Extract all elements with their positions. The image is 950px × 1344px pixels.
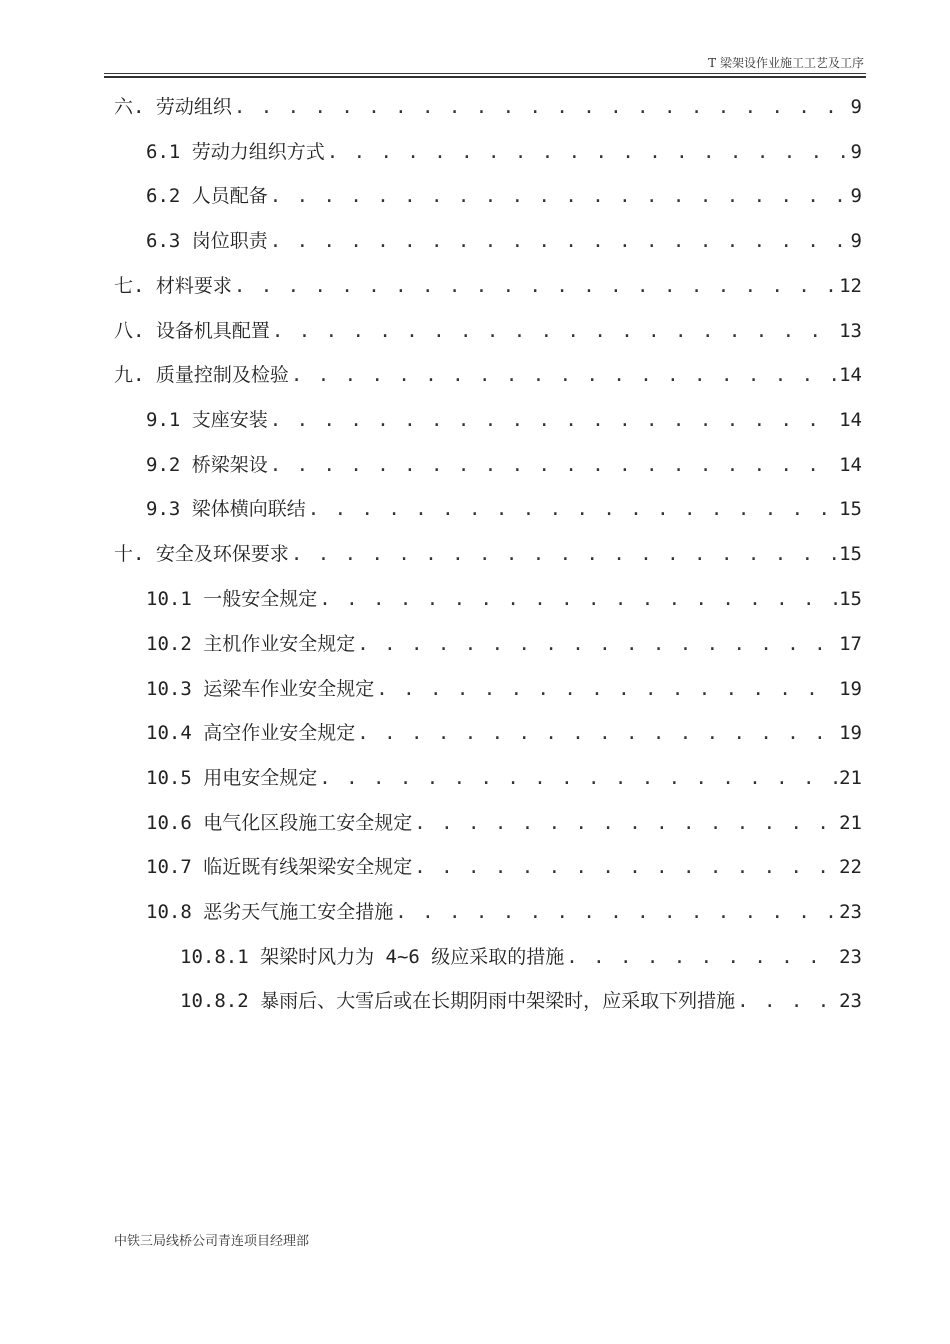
toc-entry-6-2[interactable]: [146, 181, 862, 211]
toc-entry-label: 六. 劳动组织: [114, 96, 232, 118]
toc-dot-leader: [412, 852, 837, 882]
toc-page-number: 12: [839, 275, 862, 297]
toc-page-number: 23: [839, 946, 862, 968]
toc-dot-leader: [289, 360, 837, 390]
toc-entry-9-1[interactable]: [146, 405, 862, 435]
toc-entry-label: 十. 安全及环保要求: [114, 543, 289, 565]
toc-entry-label: 10.1 一般安全规定: [146, 588, 318, 610]
toc-page-number: 17: [839, 633, 862, 655]
page-footer: 中铁三局线桥公司青连项目经理部: [114, 1234, 310, 1249]
toc-entry-10-7[interactable]: [146, 852, 862, 882]
toc-entry-10-6[interactable]: [146, 808, 862, 838]
toc-entry-10-5[interactable]: [146, 763, 862, 793]
toc-entry-label: 10.8 恶劣天气施工安全措施: [146, 901, 394, 923]
toc-dot-leader: [374, 674, 837, 704]
toc-entry-section-6[interactable]: [114, 92, 862, 122]
toc-dot-leader: [268, 181, 849, 211]
toc-entry-label: 10.4 高空作业安全规定: [146, 722, 356, 744]
toc-entry-label: 七. 材料要求: [114, 275, 232, 297]
toc-entry-10-8-1[interactable]: [180, 942, 862, 972]
toc-dot-leader: [268, 450, 837, 480]
toc-entry-label: 10.8.1 架梁时风力为 4~6 级应采取的措施: [180, 946, 565, 968]
toc-dot-leader: [393, 897, 837, 927]
toc-page-number: 22: [839, 856, 862, 878]
toc-entry-label: 10.2 主机作业安全规定: [146, 633, 356, 655]
toc-dot-leader: [306, 494, 837, 524]
toc-page-number: 15: [839, 543, 862, 565]
toc-page-number: 14: [839, 364, 862, 386]
toc-page-number: 9: [850, 141, 862, 163]
toc-entry-label: 八. 设备机具配置: [114, 320, 270, 342]
toc-entry-label: 10.7 临近既有线架梁安全规定: [146, 856, 413, 878]
toc-dot-leader: [564, 942, 837, 972]
toc-entry-label: 10.6 电气化区段施工安全规定: [146, 812, 413, 834]
toc-page-number: 19: [839, 678, 862, 700]
toc-page-number: 9: [850, 230, 862, 252]
toc-entry-section-9[interactable]: [114, 360, 862, 390]
toc-page-number: 9: [850, 185, 862, 207]
toc-entry-label: 6.1 劳动力组织方式: [146, 141, 325, 163]
toc-page-number: 23: [839, 901, 862, 923]
toc-page-number: 19: [839, 722, 862, 744]
toc-dot-leader: [270, 316, 837, 346]
toc-entry-section-7[interactable]: [114, 271, 862, 301]
toc-entry-10-2[interactable]: [146, 629, 862, 659]
toc-page-number: 21: [839, 767, 862, 789]
header-title: T 梁架设作业施工工艺及工序: [708, 56, 864, 70]
toc-dot-leader: [412, 808, 837, 838]
toc-entry-6-3[interactable]: [146, 226, 862, 256]
toc-entry-6-1[interactable]: [146, 137, 862, 167]
toc-entry-section-10[interactable]: [114, 539, 862, 569]
toc-dot-leader: [355, 629, 837, 659]
toc-entry-label: 6.3 岗位职责: [146, 230, 268, 252]
toc-entry-10-8-2[interactable]: [180, 986, 862, 1016]
toc-entry-9-2[interactable]: [146, 450, 862, 480]
toc-page-number: 15: [839, 588, 862, 610]
toc-dot-leader: [325, 137, 849, 167]
toc-entry-10-1[interactable]: [146, 584, 862, 614]
toc-dot-leader: [735, 986, 837, 1016]
toc-page-number: 15: [839, 498, 862, 520]
toc-page-number: 14: [839, 454, 862, 476]
toc-entry-10-3[interactable]: [146, 674, 862, 704]
toc-dot-leader: [355, 718, 837, 748]
toc-dot-leader: [317, 584, 837, 614]
toc-dot-leader: [268, 226, 849, 256]
toc-entry-10-8[interactable]: [146, 897, 862, 927]
toc-page-number: 23: [839, 990, 862, 1012]
toc-dot-leader: [232, 92, 849, 122]
toc-entry-label: 10.3 运梁车作业安全规定: [146, 678, 375, 700]
toc-entry-section-8[interactable]: [114, 316, 862, 346]
toc-page-number: 21: [839, 812, 862, 834]
toc-entry-label: 9.2 桥梁架设: [146, 454, 268, 476]
toc-entry-9-3[interactable]: [146, 494, 862, 524]
toc-page-number: 14: [839, 409, 862, 431]
toc-page-number: 9: [850, 96, 862, 118]
toc-entry-label: 9.1 支座安装: [146, 409, 268, 431]
toc-page-number: 13: [839, 320, 862, 342]
toc-entry-label: 九. 质量控制及检验: [114, 364, 289, 386]
toc-entry-10-4[interactable]: [146, 718, 862, 748]
toc-dot-leader: [317, 763, 837, 793]
toc-entry-label: 10.5 用电安全规定: [146, 767, 318, 789]
toc-entry-label: 9.3 梁体横向联结: [146, 498, 306, 520]
toc-entry-label: 6.2 人员配备: [146, 185, 268, 207]
toc-dot-leader: [289, 539, 837, 569]
toc-dot-leader: [232, 271, 837, 301]
toc-dot-leader: [268, 405, 837, 435]
toc-entry-label: 10.8.2 暴雨后、大雪后或在长期阴雨中架梁时，应采取下列措施: [180, 990, 736, 1012]
